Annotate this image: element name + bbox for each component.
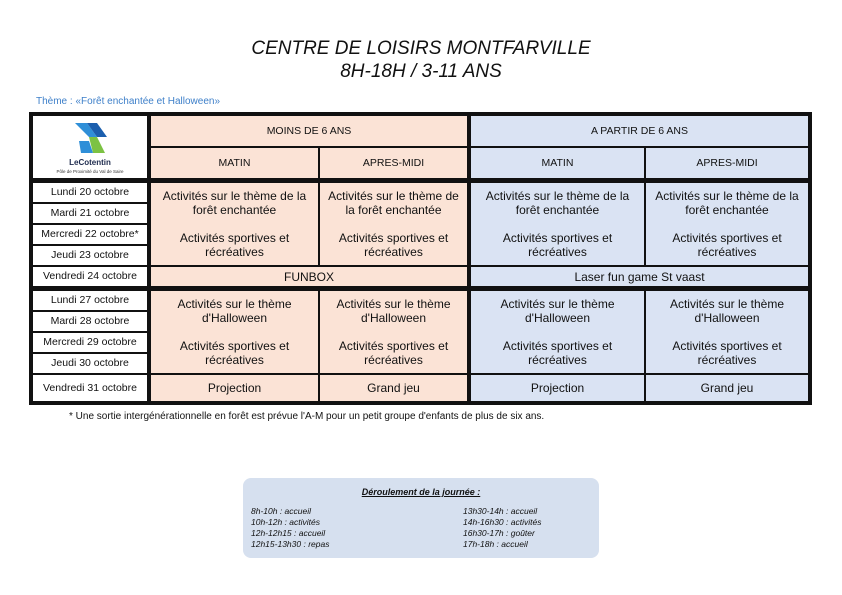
theme-label: Thème : «Forêt enchantée et Halloween» [36,96,220,107]
activity-text: Activités sur le thème de la forêt enchantée [485,189,630,217]
header-young-afternoon: APRES-MIDI [320,148,467,178]
activity-text: Activités sportives et récréatives [672,231,782,259]
header-old-afternoon: APRES-MIDI [646,148,808,178]
activity-text: Activités sur le thème de la forêt enchantée [328,189,459,217]
schedule-morning [251,506,329,550]
logo [33,116,147,178]
activity-text: Activités sur le thème d'Halloween [500,297,615,325]
page-subtitle: 8H-18H / 3-11 ANS [340,61,502,82]
schedule-item: 12h15-13h30 : repas [251,539,330,549]
schedule-item: 10h-12h : activités [251,517,320,527]
day-label: Vendredi 31 octobre [33,375,147,401]
schedule-item: 8h-10h : accueil [251,506,312,516]
day-label: Mardi 21 octobre [33,204,147,223]
logo-name: LeCotentin [69,157,111,167]
schedule-title: Déroulement de la journée : [361,487,481,497]
day-label: Mercredi 22 octobre* [33,225,147,244]
header-old-morning: MATIN [471,148,644,178]
cotentin-logo-icon [67,121,113,155]
activity-text: Activités sur le thème de la forêt enchantée [162,189,307,217]
week2-old-morning [471,291,644,373]
logo-subtitle: Pôle de Proximité du Val de Saire [56,168,124,174]
friday1-old: Laser fun game St vaast [471,267,808,286]
activity-text: Activités sportives et récréatives [179,231,290,259]
schedule-item: 17h-18h : accueil [463,539,528,549]
activity-text: Activités sportives et récréatives [338,339,449,367]
schedule-afternoon [463,506,541,550]
activity-table [29,112,812,405]
week2-young-morning [151,291,318,373]
activity-text: Activités sportives et récréatives [672,339,782,367]
day-label: Vendredi 24 octobre [33,267,147,286]
friday1-young: FUNBOX [151,267,467,286]
schedule-item: 16h30-17h : goûter [463,528,535,538]
activity-text: Activités sur le thème d'Halloween [669,297,785,325]
schedule-item: 12h-12h15 : accueil [251,528,326,538]
footnote: * Une sortie intergénérationnelle en forêt est prévue l'A-M pour un petit groupe d'enfants de plus de six ans. [69,411,545,422]
week1-old-morning [471,183,644,265]
daily-schedule [243,478,599,558]
header-young-morning: MATIN [151,148,318,178]
day-label: Mardi 28 octobre [33,312,147,331]
week2-young-afternoon [320,291,467,373]
activity-text: Activités sur le thème de la forêt enchantée [655,189,799,217]
header-over-6: A PARTIR DE 6 ANS [471,116,808,146]
week1-young-afternoon [320,183,467,265]
week1-young-morning [151,183,318,265]
friday2-young-morning: Projection [151,375,318,401]
schedule-item: 13h30-14h : accueil [463,506,538,516]
activity-text: Activités sur le thème d'Halloween [177,297,292,325]
activity-text: Activités sportives et récréatives [502,339,613,367]
day-label: Jeudi 23 octobre [33,246,147,265]
activity-text: Activités sportives et récréatives [338,231,449,259]
week1-old-afternoon [646,183,808,265]
friday2-old-afternoon: Grand jeu [646,375,808,401]
week2-old-afternoon [646,291,808,373]
activity-text: Activités sportives et récréatives [502,231,613,259]
activity-text: Activités sur le thème d'Halloween [336,297,451,325]
day-label: Lundi 20 octobre [33,183,147,202]
activity-text: Activités sportives et récréatives [179,339,290,367]
header-under-6: MOINS DE 6 ANS [151,116,467,146]
friday2-young-afternoon: Grand jeu [320,375,467,401]
day-label: Mercredi 29 octobre [33,333,147,352]
page-title: CENTRE DE LOISIRS MONTFARVILLE [251,38,591,59]
day-label: Jeudi 30 octobre [33,354,147,373]
day-label: Lundi 27 octobre [33,291,147,310]
schedule-item: 14h-16h30 : activités [463,517,542,527]
friday2-old-morning: Projection [471,375,644,401]
